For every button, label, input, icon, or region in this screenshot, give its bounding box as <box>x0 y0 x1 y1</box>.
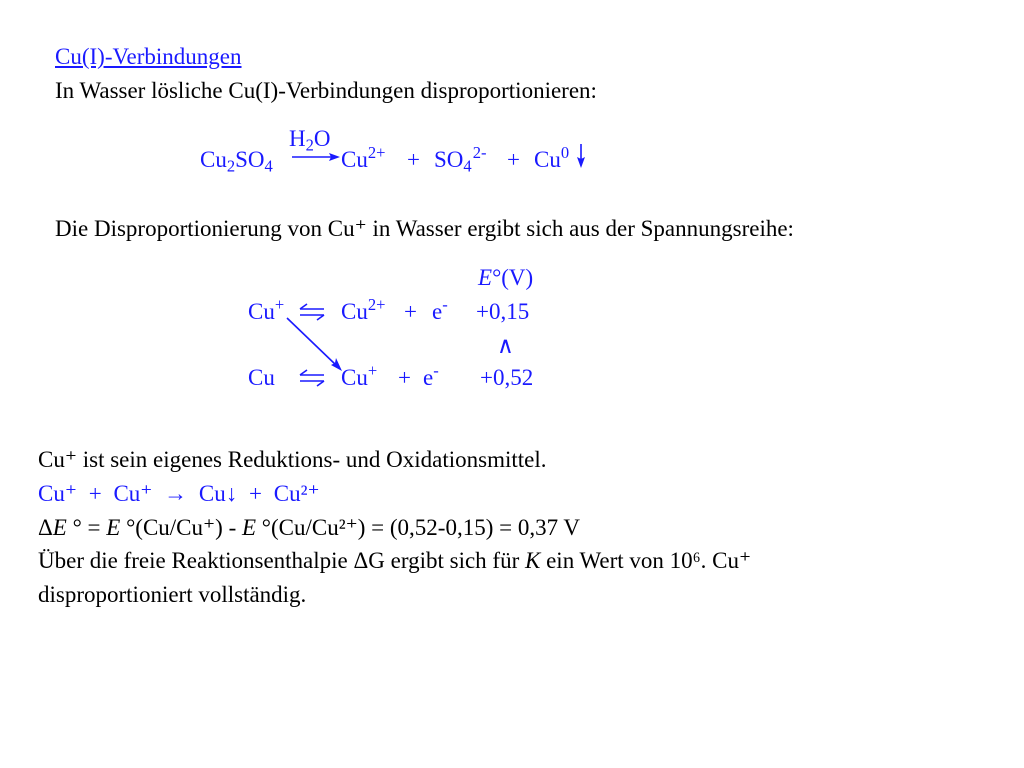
line-gibbs-energy: Über die freie Reaktionsenthalpie ΔG ergibt sich für K ein Wert von 10⁶. Cu⁺ <box>38 548 752 573</box>
row1-electron: e- <box>432 294 448 324</box>
reaction1-product-cu2: $Cu^{2+}$ <box>341 142 386 172</box>
row1-plus: + <box>404 299 417 324</box>
reaction1-plus-1: + <box>407 147 420 172</box>
reaction1-reactant: $Cu_2SO_4$ <box>200 147 273 176</box>
row2-potential: +0,52 <box>480 365 534 390</box>
reaction1-product-cu0: Cu$^0$ <box>534 142 570 172</box>
row1-equilibrium-arrow <box>300 304 324 320</box>
row1-left: Cu+ <box>248 294 285 324</box>
diagonal-arrow <box>287 318 337 366</box>
reaction1-solvent: $H_2O$ <box>289 126 331 155</box>
line-conclusion: disproportioniert vollständig. <box>38 582 307 607</box>
heading: Cu(I)-Verbindungen <box>55 44 242 69</box>
spannungsreihe-text: Die Disproportionierung von Cu⁺ in Wasser ergibt sich aus der Spannungsreihe: <box>55 216 794 241</box>
row1-potential: +0,15 <box>476 299 530 324</box>
row2-equilibrium-arrow <box>300 370 324 386</box>
row2-left: Cu <box>248 365 275 390</box>
intro-text: In Wasser lösliche Cu(I)-Verbindungen disproportionieren: <box>55 78 597 103</box>
reaction1-plus-2: + <box>507 147 520 172</box>
row2-electron: e- <box>423 360 439 390</box>
row2-plus: + <box>398 365 411 390</box>
line-disproportionation-equation: Cu⁺ + Cu⁺ → Cu↓ + Cu²⁺ <box>38 481 320 506</box>
reaction1-product-sulfate: $SO_4^{2-}$ <box>434 142 487 176</box>
row1-right: $Cu^{2+}$ <box>341 294 386 324</box>
potential-header: E°(V) <box>478 265 534 290</box>
potential-compare-symbol: ∧ <box>497 333 514 358</box>
line-reductant-oxidant: Cu⁺ ist sein eigenes Reduktions- und Oxidationsmittel. <box>38 447 547 472</box>
row2-right: Cu+ <box>341 360 378 390</box>
line-potential-difference: ΔE ° = E °(Cu/Cu⁺) - E °(Cu/Cu²⁺) = (0,52-0,15) = 0,37 V <box>38 515 581 540</box>
